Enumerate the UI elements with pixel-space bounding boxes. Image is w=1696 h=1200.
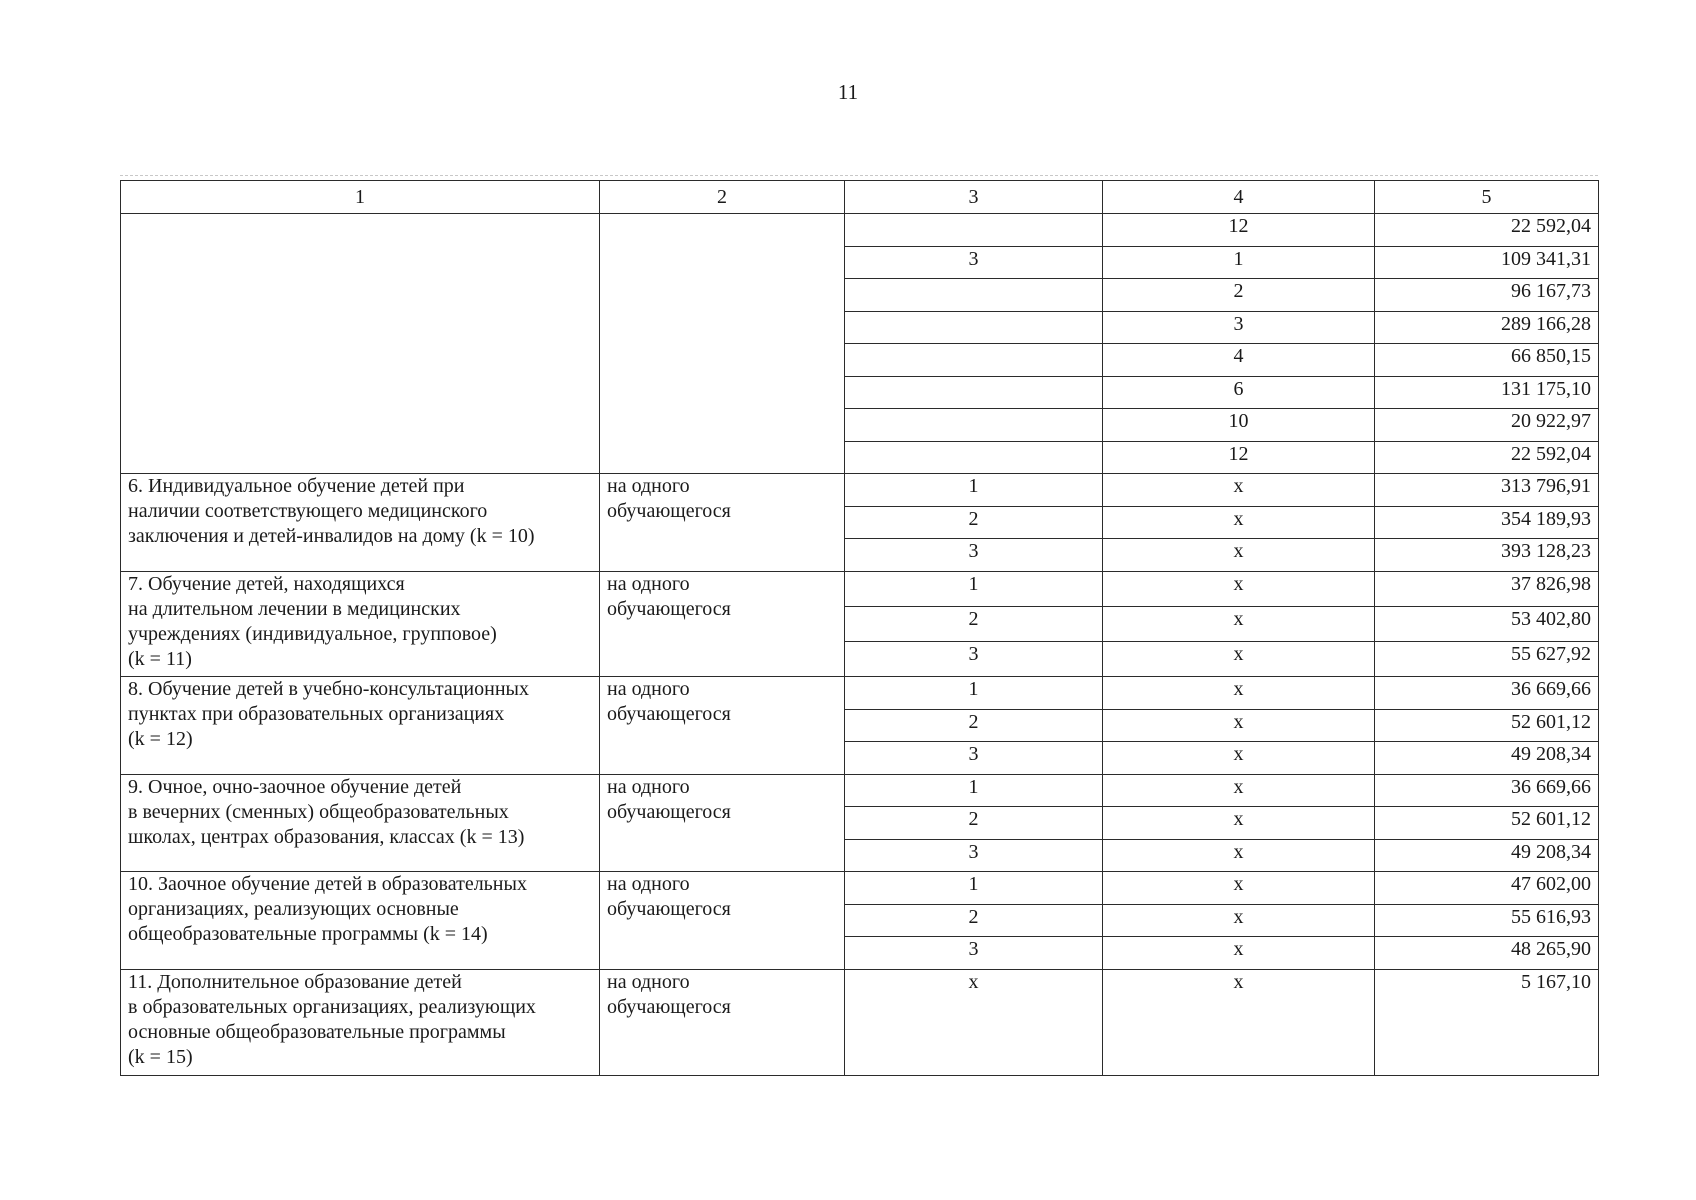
table-row: [121, 774, 1599, 807]
item-description-line: наличии соответствующего медицинского: [128, 500, 488, 522]
unit-cell: [600, 677, 845, 775]
item-description-line: 7. Обучение детей, находящихся: [128, 572, 405, 595]
amount-cell: 49 208,34: [1375, 742, 1599, 775]
item-description-cell: [121, 872, 600, 970]
program-level-cell: 2: [845, 807, 1103, 840]
program-level-cell: 2: [845, 606, 1103, 641]
group-number-cell: x: [1103, 839, 1375, 872]
amount-cell: 313 796,91: [1375, 474, 1599, 507]
continued-unit-cell: [600, 214, 845, 474]
program-level-cell: 1: [845, 677, 1103, 710]
continued-item-cell: [121, 214, 600, 474]
program-level-cell: [845, 441, 1103, 474]
amount-cell: 52 601,12: [1375, 807, 1599, 840]
item-description-line: пунктах при образовательных организациях: [128, 703, 505, 726]
table-row: [121, 214, 1599, 247]
group-number-cell: x: [1103, 904, 1375, 937]
group-number-cell: x: [1103, 571, 1375, 606]
group-number-cell: x: [1103, 506, 1375, 539]
program-level-cell: 1: [845, 872, 1103, 905]
amount-cell: 5 167,10: [1375, 969, 1599, 1075]
group-number-cell: x: [1103, 539, 1375, 572]
header-cell-5: 5: [1375, 181, 1599, 214]
program-level-cell: [845, 311, 1103, 344]
unit-cell: [600, 571, 845, 677]
table-header-row: [121, 181, 1599, 214]
program-level-cell: [845, 376, 1103, 409]
amount-cell: 109 341,31: [1375, 246, 1599, 279]
program-level-cell: x: [845, 969, 1103, 1075]
unit-cell: [600, 474, 845, 572]
program-level-cell: 2: [845, 709, 1103, 742]
program-level-cell: 3: [845, 742, 1103, 775]
amount-cell: 22 592,04: [1375, 441, 1599, 474]
amount-cell: 66 850,15: [1375, 344, 1599, 377]
item-description-cell: [121, 571, 600, 677]
table-row: [121, 571, 1599, 606]
item-description-cell: [121, 774, 600, 872]
group-number-cell: x: [1103, 807, 1375, 840]
table-row: [121, 677, 1599, 710]
header-cell-1: 1: [121, 181, 600, 214]
item-description-line: на длительном лечении в медицинских: [128, 597, 461, 620]
group-number-cell: x: [1103, 642, 1375, 677]
amount-cell: 49 208,34: [1375, 839, 1599, 872]
unit-line: на одного: [607, 678, 690, 701]
item-description-line: общеобразовательные программы (k = 14): [128, 923, 488, 946]
unit-line: на одного: [607, 775, 690, 798]
item-description-line: (k = 12): [128, 728, 193, 751]
item-description-line: 6. Индивидуальное обучение детей при: [128, 475, 465, 497]
table-row: [121, 969, 1599, 1075]
table-row: [121, 474, 1599, 507]
item-description-line: основные общеобразовательные программы: [128, 1020, 506, 1043]
group-number-cell: 12: [1103, 214, 1375, 247]
unit-line: обучающегося: [607, 703, 731, 726]
item-description-line: 11. Дополнительное образование детей: [128, 970, 462, 993]
unit-line: обучающегося: [607, 995, 731, 1018]
item-description-line: в образовательных организациях, реализующих: [128, 995, 536, 1018]
group-number-cell: 1: [1103, 246, 1375, 279]
item-description-line: (k = 11): [128, 647, 192, 670]
program-level-cell: 3: [845, 246, 1103, 279]
amount-cell: 55 627,92: [1375, 642, 1599, 677]
program-level-cell: 2: [845, 904, 1103, 937]
group-number-cell: x: [1103, 937, 1375, 970]
group-number-cell: 10: [1103, 409, 1375, 442]
amount-cell: 20 922,97: [1375, 409, 1599, 442]
program-level-cell: [845, 214, 1103, 247]
group-number-cell: x: [1103, 774, 1375, 807]
unit-line: обучающегося: [607, 800, 731, 823]
page-number: 11: [837, 80, 859, 104]
amount-cell: 47 602,00: [1375, 872, 1599, 905]
group-number-cell: 2: [1103, 279, 1375, 312]
unit-line: обучающегося: [607, 898, 731, 921]
amount-cell: 37 826,98: [1375, 571, 1599, 606]
header-cell-2: 2: [600, 181, 845, 214]
group-number-cell: x: [1103, 872, 1375, 905]
amount-cell: 55 616,93: [1375, 904, 1599, 937]
tariff-table: [120, 180, 1599, 1076]
item-description-cell: [121, 969, 600, 1075]
item-description-cell: [121, 677, 600, 775]
group-number-cell: x: [1103, 709, 1375, 742]
item-description-line: 10. Заочное обучение детей в образовательных: [128, 873, 527, 896]
group-number-cell: x: [1103, 677, 1375, 710]
unit-cell: [600, 774, 845, 872]
item-description-cell: [121, 474, 600, 572]
group-number-cell: x: [1103, 742, 1375, 775]
program-level-cell: 1: [845, 774, 1103, 807]
amount-cell: 131 175,10: [1375, 376, 1599, 409]
program-level-cell: 3: [845, 642, 1103, 677]
program-level-cell: 3: [845, 937, 1103, 970]
program-level-cell: [845, 409, 1103, 442]
item-description-line: учреждениях (индивидуальное, групповое): [128, 622, 497, 645]
unit-line: на одного: [607, 970, 690, 993]
unit-line: обучающегося: [607, 597, 731, 620]
header-cell-4: 4: [1103, 181, 1375, 214]
unit-line: на одного: [607, 873, 690, 896]
amount-cell: 36 669,66: [1375, 677, 1599, 710]
group-number-cell: x: [1103, 474, 1375, 507]
table-row: [121, 872, 1599, 905]
amount-cell: 96 167,73: [1375, 279, 1599, 312]
program-level-cell: 2: [845, 506, 1103, 539]
group-number-cell: x: [1103, 606, 1375, 641]
scan-artifact-line: [120, 175, 1598, 176]
item-description-line: школах, центрах образования, классах (k = 13): [128, 825, 525, 848]
item-description-line: 9. Очное, очно-заочное обучение детей: [128, 775, 462, 798]
item-description-line: в вечерних (сменных) общеобразовательных: [128, 800, 509, 823]
group-number-cell: 12: [1103, 441, 1375, 474]
unit-line: на одного: [607, 475, 690, 497]
group-number-cell: 4: [1103, 344, 1375, 377]
unit-cell: [600, 872, 845, 970]
amount-cell: 53 402,80: [1375, 606, 1599, 641]
program-level-cell: 3: [845, 539, 1103, 572]
amount-cell: 36 669,66: [1375, 774, 1599, 807]
amount-cell: 289 166,28: [1375, 311, 1599, 344]
amount-cell: 354 189,93: [1375, 506, 1599, 539]
amount-cell: 22 592,04: [1375, 214, 1599, 247]
unit-cell: [600, 969, 845, 1075]
program-level-cell: 1: [845, 571, 1103, 606]
group-number-cell: x: [1103, 969, 1375, 1075]
amount-cell: 393 128,23: [1375, 539, 1599, 572]
unit-line: обучающегося: [607, 500, 731, 522]
program-level-cell: 3: [845, 839, 1103, 872]
program-level-cell: 1: [845, 474, 1103, 507]
group-number-cell: 6: [1103, 376, 1375, 409]
amount-cell: 48 265,90: [1375, 937, 1599, 970]
unit-line: на одного: [607, 572, 690, 595]
item-description-line: организациях, реализующих основные: [128, 898, 459, 921]
program-level-cell: [845, 279, 1103, 312]
amount-cell: 52 601,12: [1375, 709, 1599, 742]
program-level-cell: [845, 344, 1103, 377]
item-description-line: 8. Обучение детей в учебно-консультационных: [128, 678, 529, 701]
header-cell-3: 3: [845, 181, 1103, 214]
item-description-line: заключения и детей-инвалидов на дому (k = 10): [128, 525, 535, 547]
group-number-cell: 3: [1103, 311, 1375, 344]
item-description-line: (k = 15): [128, 1045, 193, 1068]
